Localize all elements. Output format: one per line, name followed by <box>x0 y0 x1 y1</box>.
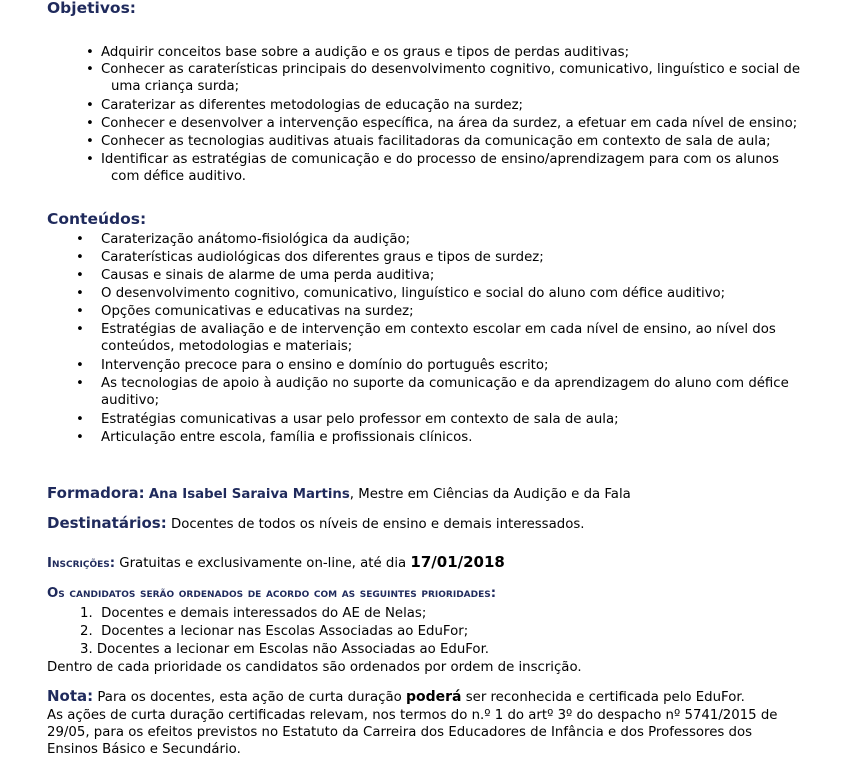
prioridades-heading: Os candidatos serão ordenados de acordo com as seguintes prioridades: <box>47 586 497 601</box>
conteudos-heading: Conteúdos: <box>47 210 147 228</box>
bullet-icon: • <box>76 304 84 319</box>
objetivos-heading: Objetivos: <box>47 0 136 17</box>
inscricoes-line <box>47 554 505 572</box>
inscricoes-label: Inscrições: <box>47 556 116 571</box>
inscricoes-text: Gratuitas e exclusivamente on-line, até dia <box>115 556 411 571</box>
document-page: Objetivos: • Adquirir conceitos base sobre a audição e os graus e tipos de perdas auditivas; • Conhecer as caraterísticas principais do desenvolvimento cognitivo, comunicativo, linguístico e social de uma criança surda; • Caraterizar as diferentes metodologias de educação na surdez; • Conhecer e desenvolver a intervenção específica, na área da surdez, a efetuar em cada nível de ensino; • Conhecer as tecnologias auditivas atuais facilitadoras da comunicação em contexto de sala de aula; • Identificar as estratégias de comunicação e do processo de ensino/aprendizagem para com os alunos com défice auditivo. Conteúdos: • Caraterização anátomo-fisiológica da audição; • Caraterísticas audiológicas dos diferentes graus e tipos de surdez; • Causas e sinais de alarme de uma perda auditiva; • O desenvolvimento cognitivo, comunicativo, linguístico e social do aluno com défice auditivo; • Opções comunicativas e educativas na surdez; • Estratégias de avaliação e de intervenção em contexto escolar em cada nível de ensino, ao nível dos conteúdos, metodologias e materiais; • Intervenção precoce para o ensino e domínio do português escrito; • As tecnologias de apoio à audição no suporte da comunicação e da aprendizagem do aluno com défice auditivo; • Estratégias comunicativas a usar pelo professor em contexto de sala de aula; • Articulação entre escola, família e profissionais clínicos. Formadora: Ana Isabel Saraiva Martins, Mestre em Ciências da Audição e da Fala Destinatários: Docentes de todos os níveis de ensino e demais interessados. Inscrições: Gratuitas e exclusivamente on-line, até dia 17/01/2018 Os candidatos serão ordenados de acordo com as seguintes prioridades: 1. Docentes e demais interessados do AE de Nelas; 2. Docentes a lecionar nas Escolas Associadas ao EduFor; 3. Docentes a lecionar em Escolas não Associadas ao EduFor. Dentro de cada prioridade os candidatos são ordenados por ordem de inscrição. Nota: Para os docentes, esta ação de curta duração poderá ser reconhecida e certificada pelo EduFor. As ações de curta duração certificadas relevam, nos termos do n.º 1 do artº 3º do despacho nº 5741/2015 de 29/05, para os efeitos previstos no Estatuto da Carreira dos Educadores de Infância e dos Professores dos Ensinos Básico e Secundário. <box>47 0 801 757</box>
bullet-icon: • <box>86 45 94 60</box>
nota-paragraph: As ações de curta duração certificadas relevam, nos termos do n.º 1 do artº 3º do despacho nº 5741/2015 de 29/05, para os efeitos previstos no Estatuto da Carreira dos Educadores de Infância e dos Professores dos Ensinos Básico e Secundário. <box>47 708 778 757</box>
list-item: 1. Docentes e demais interessados do AE de Nelas; <box>80 606 427 621</box>
prioridades-note: Dentro de cada prioridade os candidatos são ordenados por ordem de inscrição. <box>47 660 582 675</box>
formadora-line <box>47 485 631 503</box>
nota-label: Nota: <box>47 687 94 705</box>
destinatarios-label: Destinatários: <box>47 514 167 532</box>
formadora-name: Ana Isabel Saraiva Martins <box>148 487 350 502</box>
destinatarios-text: Docentes de todos os níveis de ensino e demais interessados. <box>166 517 585 532</box>
bullet-icon: • <box>76 232 84 247</box>
bullet-icon: • <box>76 430 84 445</box>
list-item: 2. Docentes a lecionar nas Escolas Associadas ao EduFor; <box>80 624 469 639</box>
list-item: 3. Docentes a lecionar em Escolas não Associadas ao EduFor. <box>80 642 490 657</box>
bullet-icon: • <box>86 134 94 149</box>
bullet-icon: • <box>76 412 84 427</box>
bullet-icon: • <box>76 358 84 373</box>
bullet-icon: • <box>86 152 94 167</box>
formadora-desc: , Mestre em Ciências da Audição e da Fala <box>349 487 631 502</box>
formadora-label: Formadora: <box>47 484 145 502</box>
inscricoes-date: 17/01/2018 <box>410 553 505 571</box>
bullet-icon: • <box>86 98 94 113</box>
bullet-icon: • <box>76 268 84 283</box>
bullet-icon: • <box>76 286 84 301</box>
bullet-icon: • <box>76 250 84 265</box>
bullet-icon: • <box>76 322 84 337</box>
bullet-icon: • <box>86 62 94 77</box>
destinatarios-line <box>47 515 585 533</box>
nota-bold: poderá <box>405 689 462 705</box>
nota-line: Nota: Para os docentes, esta ação de curta duração poderá ser reconhecida e certificada pelo EduFor. <box>47 687 745 705</box>
bullet-icon: • <box>76 376 84 391</box>
bullet-icon: • <box>86 116 94 131</box>
